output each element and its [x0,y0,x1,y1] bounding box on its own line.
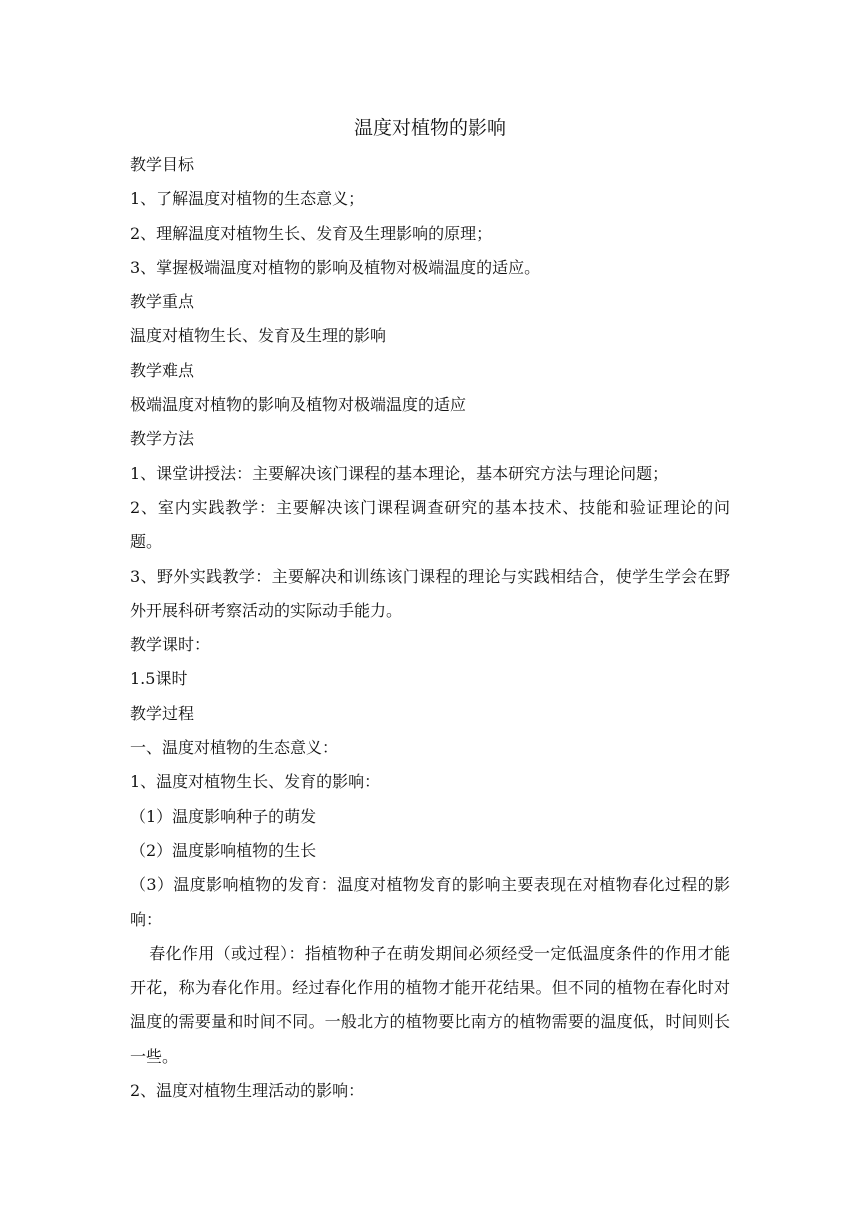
list-item: （1）温度影响种子的萌发 [130,806,317,826]
heading-difficulties: 教学难点 [130,360,195,380]
method-item: 2、室内实践教学：主要解决该门课程调查研究的基本技术、技能和验证理论的问题。 [130,497,730,552]
key-point-text: 温度对植物生长、发育及生理的影响 [130,326,387,346]
section-heading: 一、温度对植物的生态意义： [130,738,339,758]
objective-item: 3、掌握极端温度对植物的影响及植物对极端温度的适应。 [130,257,541,277]
list-item: （2）温度影响植物的生长 [130,840,317,860]
vernalization-paragraph: 春化作用（或过程）：指植物种子在萌发期间必须经受一定低温度条件的作用才能开花，称为春化作用。经过春化作用的植物才能开花结果。但不同的植物在春化时对温度的需要量和时间不同。一般北方的植物要比南方的植物需要的温度低，时间则长一些。 [130,943,730,1066]
list-item: （3）温度影响植物的发育：温度对植物发育的影响主要表现在对植物春化过程的影响： [130,875,730,929]
heading-process: 教学过程 [130,703,195,723]
objective-item: 1、了解温度对植物的生态意义； [130,189,365,209]
document-title: 温度对植物的影响 [353,117,506,139]
objective-item: 2、理解温度对植物生长、发育及生理影响的原理； [130,223,493,243]
difficulty-text: 极端温度对植物的影响及植物对极端温度的适应 [130,395,467,415]
method-item: 1、课堂讲授法：主要解决该门课程的基本理论，基本研究方法与理论问题； [130,463,669,483]
heading-class-hours: 教学课时： [130,635,211,655]
subsection-heading: 2、温度对植物生理活动的影响： [130,1081,365,1101]
subsection-heading: 1、温度对植物生长、发育的影响： [130,772,381,792]
heading-objectives: 教学目标 [130,155,195,174]
method-item: 3、野外实践教学：主要解决和训练该门课程的理论与实践相结合，使学生学会在野外开展科研考察活动的实际动手能力。 [130,566,730,620]
heading-key-points: 教学重点 [130,292,195,312]
heading-methods: 教学方法 [130,429,195,449]
class-hours-value: 1.5课时 [130,669,188,689]
document-body [130,112,730,1108]
